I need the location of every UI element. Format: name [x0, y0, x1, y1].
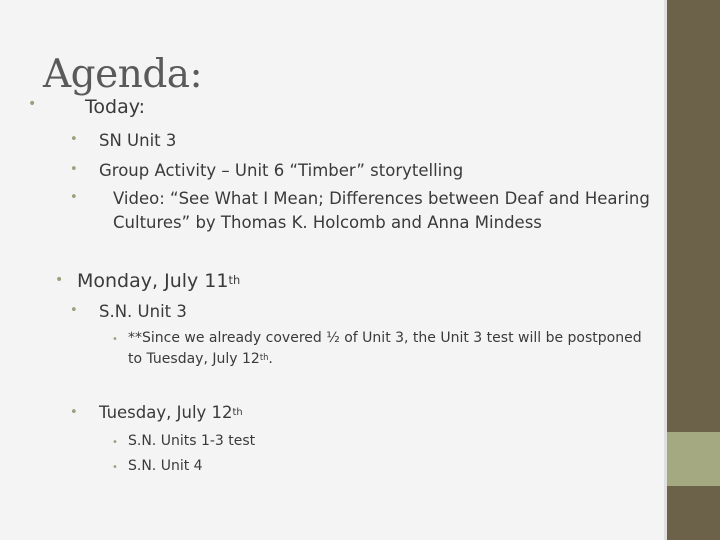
monday-note-text: to Tuesday, July 12: [128, 351, 260, 367]
bullet-icon: •: [70, 190, 78, 205]
monday-heading-sup: th: [228, 272, 241, 287]
today-item-3: Video: “See What I Mean; Differences between Deaf and Hearing: [113, 189, 650, 208]
bullet-icon: •: [70, 303, 78, 318]
monday-note-line2: [128, 351, 273, 367]
monday-note-sup: th: [259, 352, 269, 363]
monday-heading: [77, 270, 240, 292]
bullet-icon: •: [70, 405, 78, 420]
monday-sub-item: S.N. Unit 3: [99, 302, 187, 321]
bullet-icon: •: [28, 96, 37, 112]
bullet-icon: •: [112, 334, 118, 345]
sidebar-accent-block: [667, 432, 720, 486]
tuesday-heading-sup: th: [232, 407, 243, 419]
bullet-icon: •: [70, 162, 78, 177]
today-item-2: Group Activity – Unit 6 “Timber” storytelling: [99, 161, 464, 180]
slide-title: Agenda:: [43, 52, 203, 97]
today-heading: Today:: [85, 96, 145, 118]
tuesday-item-2: S.N. Unit 4: [128, 458, 203, 474]
tuesday-heading-text: Tuesday, July 12: [99, 403, 233, 422]
bullet-icon: •: [112, 462, 118, 473]
monday-heading-text: Monday, July 11: [77, 270, 229, 292]
today-item-3-cont: Cultures” by Thomas K. Holcomb and Anna Mindess: [113, 213, 542, 232]
bullet-icon: •: [70, 132, 78, 147]
monday-note-end: .: [268, 351, 273, 367]
tuesday-item-1: S.N. Units 1-3 test: [128, 433, 256, 449]
bullet-icon: •: [112, 437, 118, 448]
bullet-icon: •: [55, 272, 64, 288]
monday-note-line1: **Since we already covered ½ of Unit 3, the Unit 3 test will be postponed: [128, 330, 642, 346]
today-item-1: SN Unit 3: [99, 131, 177, 150]
tuesday-heading: [99, 403, 243, 422]
